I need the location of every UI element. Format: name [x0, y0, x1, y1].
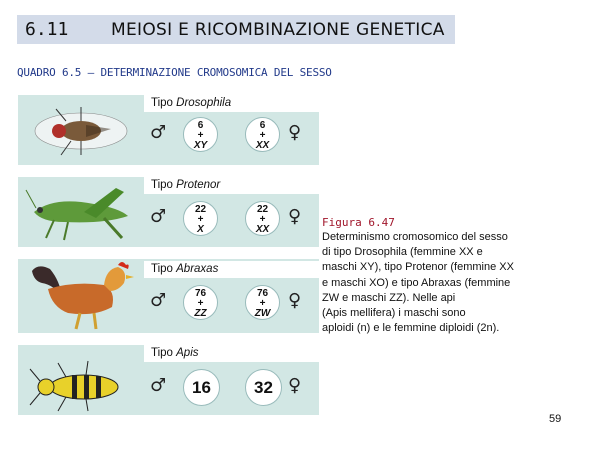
- panel-abraxas: [18, 259, 319, 333]
- fly-image: [26, 103, 136, 159]
- female-chromosome-circle: 76 + ZW: [245, 285, 280, 320]
- female-symbol: ♀: [288, 375, 302, 396]
- male-symbol: ♂: [150, 375, 167, 396]
- box-subtitle: QUADRO 6.5 – DETERMINAZIONE CROMOSOMICA DEL SESSO: [17, 66, 332, 79]
- panel-protenor: [18, 177, 319, 247]
- female-chromosome-circle: 22 + XX: [245, 201, 280, 236]
- female-chromosome-circle: 6 + XX: [245, 117, 280, 152]
- panel-apis: [18, 345, 319, 415]
- male-chromosome-circle: 6 + XY: [183, 117, 218, 152]
- section-header: [17, 15, 455, 44]
- section-title: MEIOSI E RICOMBINAZIONE GENETICA: [111, 20, 445, 40]
- female-chromosome-circle: 32: [245, 369, 282, 406]
- figure-caption: Determinismo cromosomico del sesso di tipo Drosophila (femmine XX e maschi XY), tipo Protenor (femmine XX e maschi XO) e tipo Abraxas (femmine ZW e maschi ZZ). Nelle api (Apis mellifera) i maschi sono aploidi (n) e le femmine diploidi (2n).: [322, 231, 514, 335]
- panel-label: Tipo Apis: [151, 347, 199, 359]
- male-chromosome-circle: 76 + ZZ: [183, 285, 218, 320]
- bee-image: [26, 359, 136, 413]
- panel-label: Tipo Abraxas: [151, 263, 219, 275]
- male-symbol: ♂: [150, 122, 167, 143]
- page-number: 59: [549, 413, 562, 425]
- section-number: 6.11: [25, 19, 69, 40]
- rooster-image: [24, 261, 136, 331]
- male-symbol: ♂: [150, 290, 167, 311]
- panel-label: Tipo Protenor: [151, 179, 221, 191]
- female-symbol: ♀: [288, 206, 302, 227]
- female-symbol: ♀: [288, 122, 302, 143]
- male-symbol: ♂: [150, 206, 167, 227]
- figure-title: Figura 6.47: [322, 216, 395, 229]
- male-chromosome-circle: 22 + X: [183, 201, 218, 236]
- female-symbol: ♀: [288, 290, 302, 311]
- grasshopper-image: [24, 182, 136, 244]
- male-chromosome-circle: 16: [183, 369, 220, 406]
- panel-label: Tipo Drosophila: [151, 97, 232, 109]
- panel-drosophila: [18, 95, 319, 165]
